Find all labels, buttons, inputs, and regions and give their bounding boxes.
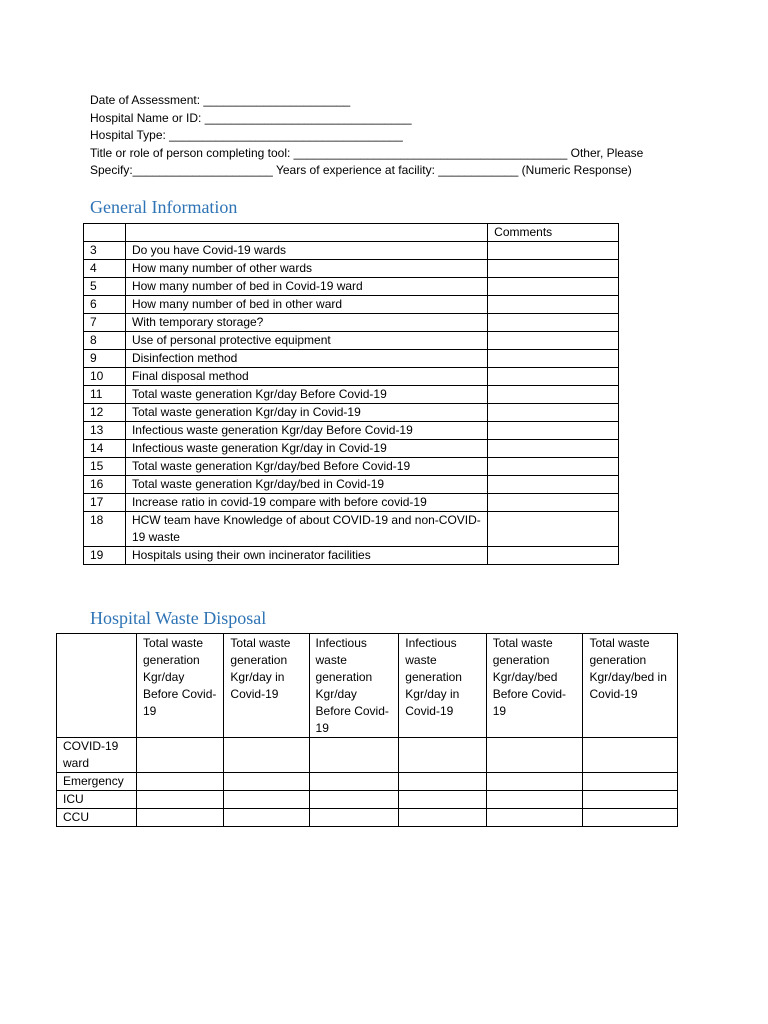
row-label: ICU [57,791,137,809]
table-row [84,350,619,368]
table-header-row [84,224,619,242]
row-question: How many number of bed in other ward [125,296,487,314]
header-corner-cell [57,634,137,738]
column-header: Infectious waste generation Kgr/day in Covid-19 [399,634,486,738]
row-number: 15 [84,458,126,476]
comment-cell[interactable] [488,422,619,440]
data-cell[interactable] [309,791,399,809]
row-question: Hospitals using their own incinerator facilities [125,547,487,565]
table-row [84,422,619,440]
row-label: Emergency [57,773,137,791]
row-number: 12 [84,404,126,422]
role-line[interactable]: Title or role of person completing tool: _________________________________________ Other, Please [90,145,644,160]
table-row [84,260,619,278]
table-row [57,773,678,791]
header-question-cell [125,224,487,242]
data-cell[interactable] [309,738,399,773]
column-header: Total waste generation Kgr/day Before Covid-19 [137,634,224,738]
row-question: Use of personal protective equipment [125,332,487,350]
hospital-waste-disposal-title: Hospital Waste Disposal [90,608,267,628]
data-cell[interactable] [224,738,309,773]
table-row [84,512,619,547]
row-number: 3 [84,242,126,260]
comment-cell[interactable] [488,242,619,260]
table-row [57,809,678,827]
table-row [84,494,619,512]
row-question: Increase ratio in covid-19 compare with before covid-19 [125,494,487,512]
comment-cell[interactable] [488,476,619,494]
row-number: 18 [84,512,126,547]
row-question: Final disposal method [125,368,487,386]
table-row [84,386,619,404]
row-label: COVID-19 ward [57,738,137,773]
data-cell[interactable] [137,791,224,809]
row-label: CCU [57,809,137,827]
comment-cell[interactable] [488,512,619,547]
row-question: Total waste generation Kgr/day/bed in Covid-19 [125,476,487,494]
data-cell[interactable] [224,791,309,809]
row-question: With temporary storage? [125,314,487,332]
comments-header: Comments [488,224,619,242]
table-row [57,791,678,809]
table-row [84,332,619,350]
row-number: 7 [84,314,126,332]
data-cell[interactable] [309,773,399,791]
row-number: 4 [84,260,126,278]
row-question: Disinfection method [125,350,487,368]
header-num-cell [84,224,126,242]
row-number: 8 [84,332,126,350]
comment-cell[interactable] [488,350,619,368]
row-number: 5 [84,278,126,296]
table-row [84,440,619,458]
table-row [84,314,619,332]
column-header: Total waste generation Kgr/day/bed in Covid-19 [583,634,678,738]
data-cell[interactable] [486,809,583,827]
data-cell[interactable] [583,738,678,773]
column-header: Total waste generation Kgr/day in Covid-19 [224,634,309,738]
table-row [84,242,619,260]
table-row [84,278,619,296]
comment-cell[interactable] [488,547,619,565]
table-header-row [57,634,678,738]
comment-cell[interactable] [488,386,619,404]
form-header [90,92,643,180]
table-row [84,458,619,476]
table-row [84,296,619,314]
row-number: 19 [84,547,126,565]
row-question: Do you have Covid-19 wards [125,242,487,260]
comment-cell[interactable] [488,332,619,350]
hospital-type-line[interactable]: Hospital Type: ___________________________________ [90,128,403,143]
row-question: How many number of bed in Covid-19 ward [125,278,487,296]
data-cell[interactable] [224,773,309,791]
row-number: 14 [84,440,126,458]
data-cell[interactable] [399,738,486,773]
data-cell[interactable] [583,791,678,809]
general-information-table [83,223,619,565]
comment-cell[interactable] [488,314,619,332]
column-header: Total waste generation Kgr/day/bed Before Covid-19 [486,634,583,738]
data-cell[interactable] [583,809,678,827]
table-row [84,547,619,565]
row-number: 16 [84,476,126,494]
data-cell[interactable] [224,809,309,827]
experience-line[interactable]: Specify:_____________________ Years of experience at facility: ____________ (Numeric Response) [90,163,632,178]
table-row [57,738,678,773]
comment-cell[interactable] [488,494,619,512]
data-cell[interactable] [137,809,224,827]
data-cell[interactable] [486,738,583,773]
row-number: 13 [84,422,126,440]
row-question: Total waste generation Kgr/day Before Covid-19 [125,386,487,404]
general-information-title: General Information [90,197,238,217]
date-of-assessment-line[interactable]: Date of Assessment: ______________________ [90,93,351,107]
table-row [84,476,619,494]
row-question: Infectious waste generation Kgr/day in Covid-19 [125,440,487,458]
data-cell[interactable] [583,773,678,791]
comment-cell[interactable] [488,278,619,296]
data-cell[interactable] [399,773,486,791]
data-cell[interactable] [486,773,583,791]
comment-cell[interactable] [488,440,619,458]
comment-cell[interactable] [488,458,619,476]
row-number: 11 [84,386,126,404]
hospital-name-line[interactable]: Hospital Name or ID: _______________________________ [90,110,412,125]
data-cell[interactable] [399,791,486,809]
comment-cell[interactable] [488,260,619,278]
row-question: HCW team have Knowledge of about COVID-19 and non-COVID-19 waste [125,512,487,547]
comment-cell[interactable] [488,404,619,422]
data-cell[interactable] [399,809,486,827]
table-row [84,368,619,386]
comment-cell[interactable] [488,296,619,314]
row-number: 9 [84,350,126,368]
row-question: How many number of other wards [125,260,487,278]
row-question: Infectious waste generation Kgr/day Before Covid-19 [125,422,487,440]
comment-cell[interactable] [488,368,619,386]
data-cell[interactable] [309,809,399,827]
data-cell[interactable] [137,738,224,773]
row-number: 17 [84,494,126,512]
row-question: Total waste generation Kgr/day/bed Before Covid-19 [125,458,487,476]
row-number: 10 [84,368,126,386]
row-number: 6 [84,296,126,314]
data-cell[interactable] [137,773,224,791]
table-row [84,404,619,422]
column-header: Infectious waste generation Kgr/day Before Covid-19 [309,634,399,738]
hospital-waste-disposal-table [56,633,678,827]
data-cell[interactable] [486,791,583,809]
row-question: Total waste generation Kgr/day in Covid-19 [125,404,487,422]
